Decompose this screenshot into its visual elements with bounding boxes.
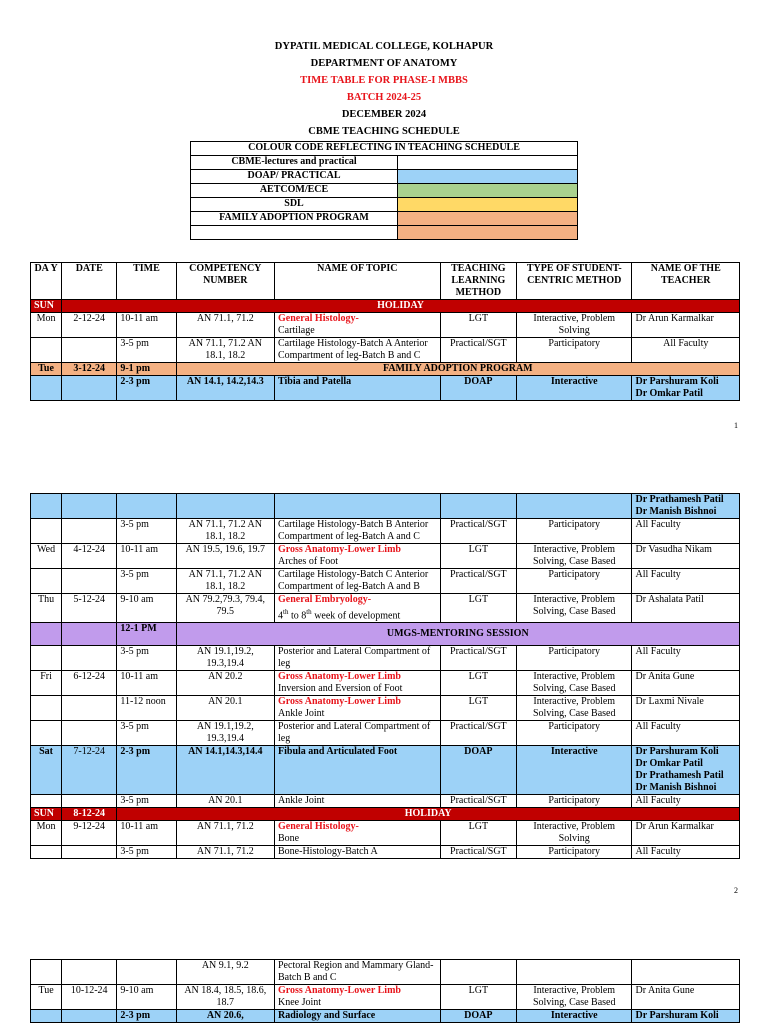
col-tlm: TEACHING LEARNING METHOD [440,263,516,300]
date-cell [62,494,117,519]
time-cell: 10-11 am [117,821,176,846]
topic-heading: General Embryology- [278,594,372,605]
day-cell [31,623,62,646]
day-cell: Sat [31,746,62,795]
day-cell [31,1010,62,1023]
topic-cell: Tibia and Patella [275,376,441,401]
topic-cell: Cartilage Histology-Batch B Anterior Compartment of leg-Batch A and C [275,519,441,544]
time-cell: 3-5 pm [117,646,176,671]
tlm-cell: DOAP [440,1010,516,1023]
topic-cell: Radiology and Surface [275,1010,441,1023]
table-row [31,721,740,746]
date-cell: 8-12-24 [62,808,117,821]
scm-cell: Participatory [517,721,632,746]
teacher-name: Dr Manish Bishnoi [635,782,717,794]
topic-text: Inversion and Eversion of Foot [278,683,403,695]
topic-cell [275,313,441,338]
teacher-cell: Dr Arun Karmalkar [632,313,740,338]
legend-swatch [398,156,578,170]
date-cell [62,795,117,808]
table-row [31,846,740,859]
date-cell [62,846,117,859]
teacher-name: Dr Prathamesh Patil [635,494,724,505]
competency-cell: AN 71.1, 71.2 [176,313,274,338]
teacher-name: Dr Manish Bishnoi [635,506,717,517]
topic-cell: Posterior and Lateral Compartment of leg [275,646,441,671]
date-cell: 7-12-24 [62,746,117,795]
schedule-label: CBME TEACHING SCHEDULE [308,126,460,137]
competency-cell: AN 14.1,14.3,14.4 [176,746,274,795]
time-cell: 3-5 pm [117,795,176,808]
college-name: DYPATIL MEDICAL COLLEGE, KOLHAPUR [274,41,494,52]
day-cell [31,960,62,985]
doap-row [31,1010,740,1023]
topic-heading: General Histology- [278,313,359,324]
date-cell: 9-12-24 [62,821,117,846]
scm-cell: Interactive, Problem Solving, Case Based [517,594,632,623]
tlm-cell: DOAP [440,746,516,795]
table-header-row [31,263,740,300]
day-cell: Thu [31,594,62,623]
topic-heading: Gross Anatomy-Lower Limb [278,544,401,555]
topic-cell [275,494,441,519]
tlm-cell: Practical/SGT [440,846,516,859]
table-row [31,696,740,721]
tlm-cell: LGT [440,821,516,846]
competency-cell: AN 19.1,19.2, 19.3,19.4 [176,646,274,671]
table-row [31,519,740,544]
topic-cell: Cartilage Histology-Batch C Anterior Compartment of leg-Batch A and B [275,569,441,594]
col-topic: NAME OF TOPIC [275,263,441,300]
time-cell: 3-5 pm [117,569,176,594]
tlm-cell: Practical/SGT [440,646,516,671]
topic-text: 4th to 8th week of development [278,608,401,622]
date-cell [62,960,117,985]
schedule-table-page-2 [30,493,740,859]
topic-text: Knee Joint [278,997,322,1008]
tlm-cell: LGT [440,696,516,721]
day-cell [31,376,62,401]
topic-text: Cartilage [278,325,315,336]
topic-cell: Fibula and Articulated Foot [275,746,441,795]
time-cell: 2-3 pm [117,746,176,795]
scm-cell: Participatory [517,569,632,594]
topic-heading: Gross Anatomy-Lower Limb [278,985,401,996]
tlm-cell: LGT [440,544,516,569]
col-teacher: NAME OF THE TEACHER [632,263,740,300]
family-adoption-row [31,363,740,376]
day-cell [31,721,62,746]
table-row [31,646,740,671]
day-cell [31,846,62,859]
teacher-name: Dr Parshuram Koli [635,746,719,758]
legend-label: AETCOM/ECE [191,184,398,198]
topic-text: Bone [278,833,300,845]
legend-label: DOAP/ PRACTICAL [191,170,398,184]
scm-cell: Participatory [517,646,632,671]
legend-swatch [398,226,578,240]
scm-cell: Participatory [517,519,632,544]
time-cell: 3-5 pm [117,721,176,746]
tlm-cell: Practical/SGT [440,721,516,746]
date-cell [62,519,117,544]
teacher-cell: Dr Arun Karmalkar [632,821,740,846]
time-cell: 9-1 pm [117,363,176,376]
time-cell: 3-5 pm [117,519,176,544]
teacher-cell: Dr Laxmi Nivale [632,696,740,721]
scm-cell: Interactive, Problem Solving [517,313,632,338]
competency-cell: AN 71.1, 71.2 [176,821,274,846]
topic-cell [275,671,441,696]
table-row [31,795,740,808]
event-label: FAMILY ADOPTION PROGRAM [176,363,739,376]
topic-text: Arches of Foot [278,556,338,567]
topic-heading: General Histology- [278,821,359,833]
teacher-cell: All Faculty [632,519,740,544]
topic-cell [275,594,441,623]
batch-label: BATCH 2024-25 [346,92,422,103]
table-row [31,671,740,696]
teacher-name: Dr Omkar Patil [635,388,703,399]
legend-swatch [398,170,578,184]
teacher-cell: Dr Parshuram Koli [632,1010,740,1023]
teacher-cell: Dr Anita Gune [632,671,740,696]
time-cell: 10-11 am [117,313,176,338]
competency-cell: AN 20.1 [176,696,274,721]
tlm-cell [440,960,516,985]
scm-cell: Interactive, Problem Solving, Case Based [517,544,632,569]
date-cell [62,696,117,721]
scm-cell [517,960,632,985]
topic-heading: Gross Anatomy-Lower Limb [278,671,401,683]
department-name: DEPARTMENT OF ANATOMY [310,58,458,69]
time-cell: 10-11 am [117,671,176,696]
competency-cell: AN 20.6, [176,1010,274,1023]
competency-cell: AN 18.4, 18.5, 18.6, 18.7 [176,985,274,1010]
scm-cell: Participatory [517,795,632,808]
table-row [31,594,740,623]
page-number: 1 [734,421,738,430]
date-cell: 4-12-24 [62,544,117,569]
topic-cell [275,985,441,1010]
day-cell: Tue [31,985,62,1010]
date-cell: 3-12-24 [62,363,117,376]
table-row [31,544,740,569]
tlm-cell: DOAP [440,376,516,401]
day-cell: Mon [31,821,62,846]
date-cell [62,569,117,594]
day-cell [31,519,62,544]
mentoring-row [31,623,740,646]
teacher-cell [632,960,740,985]
day-cell: Wed [31,544,62,569]
time-cell: 3-5 pm [117,338,176,363]
legend-label: FAMILY ADOPTION PROGRAM [191,212,398,226]
col-time: TIME [117,263,176,300]
scm-cell [517,494,632,519]
teacher-cell: All Faculty [632,338,740,363]
topic-cell [275,821,441,846]
topic-cell [275,696,441,721]
table-row [31,985,740,1010]
teacher-cell: All Faculty [632,795,740,808]
competency-cell: AN 19.5, 19.6, 19.7 [176,544,274,569]
day-cell: SUN [31,808,62,821]
topic-cell [275,544,441,569]
scm-cell: Interactive [517,1010,632,1023]
time-cell: 3-5 pm [117,846,176,859]
day-cell [31,494,62,519]
legend-swatch [398,212,578,226]
teacher-name: Dr Prathamesh Patil [635,770,724,782]
day-cell [31,696,62,721]
teacher-cell: All Faculty [632,569,740,594]
doap-row [31,376,740,401]
holiday-row [31,808,740,821]
time-cell: 12-1 PM [117,623,176,646]
teacher-name: Dr Parshuram Koli [635,376,719,387]
legend-swatch [398,184,578,198]
day-cell [31,569,62,594]
scm-cell: Interactive [517,376,632,401]
competency-cell: AN 79.2,79.3, 79.4, 79.5 [176,594,274,623]
topic-text: Ankle Joint [278,708,325,720]
tlm-cell: LGT [440,985,516,1010]
tlm-cell: Practical/SGT [440,338,516,363]
scm-cell: Participatory [517,846,632,859]
month-label: DECEMBER 2024 [341,109,427,120]
teacher-cell: Dr Ashalata Patil [632,594,740,623]
competency-cell: AN 71.1, 71.2 AN 18.1, 18.2 [176,519,274,544]
topic-cell: Posterior and Lateral Compartment of leg [275,721,441,746]
competency-cell: AN 71.1, 71.2 AN 18.1, 18.2 [176,569,274,594]
date-cell: 6-12-24 [62,671,117,696]
date-cell [62,646,117,671]
teacher-cell: Dr Anita Gune [632,985,740,1010]
legend-label: SDL [191,198,398,212]
competency-cell: AN 71.1, 71.2 [176,846,274,859]
col-scm: TYPE OF STUDENT-CENTRIC METHOD [517,263,632,300]
date-cell [62,338,117,363]
time-cell [117,494,176,519]
col-day: DA Y [31,263,62,300]
teacher-cell [632,494,740,519]
time-cell: 2-3 pm [117,1010,176,1023]
date-cell: 5-12-24 [62,594,117,623]
col-date: DATE [62,263,117,300]
time-cell: 2-3 pm [117,376,176,401]
tlm-cell: LGT [440,671,516,696]
table-row [31,821,740,846]
page-number: 2 [734,886,738,895]
holiday-label: HOLIDAY [62,300,740,313]
time-cell: 9-10 am [117,594,176,623]
day-cell: Mon [31,313,62,338]
day-cell: SUN [31,300,62,313]
date-cell: 10-12-24 [62,985,117,1010]
event-label: UMGS-MENTORING SESSION [176,623,739,646]
competency-cell: AN 71.1, 71.2 AN 18.1, 18.2 [176,338,274,363]
timetable-title: TIME TABLE FOR PHASE-I MBBS [300,75,468,86]
teacher-cell: All Faculty [632,646,740,671]
legend-label: CBME-lectures and practical [191,156,398,170]
time-cell: 11-12 noon [117,696,176,721]
schedule-table-page-3 [30,959,740,1023]
scm-cell: Participatory [517,338,632,363]
schedule-table-page-1 [30,262,740,401]
teacher-cell: All Faculty [632,846,740,859]
holiday-label: HOLIDAY [117,808,740,821]
competency-cell: AN 14.1, 14.2,14.3 [176,376,274,401]
scm-cell: Interactive [517,746,632,795]
tlm-cell: Practical/SGT [440,519,516,544]
legend-swatch [398,198,578,212]
tlm-cell [440,494,516,519]
tlm-cell: Practical/SGT [440,795,516,808]
date-cell [62,376,117,401]
competency-cell: AN 19.1,19.2, 19.3,19.4 [176,721,274,746]
table-row [31,960,740,985]
scm-cell: Interactive, Problem Solving, Case Based [517,671,632,696]
topic-heading: Gross Anatomy-Lower Limb [278,696,401,708]
topic-cell: Ankle Joint [275,795,441,808]
colour-legend [190,141,578,240]
teacher-cell [632,746,740,795]
teacher-cell [632,376,740,401]
tlm-cell: LGT [440,313,516,338]
day-cell: Tue [31,363,62,376]
day-cell: Fri [31,671,62,696]
time-cell: 10-11 am [117,544,176,569]
doap-row [31,746,740,795]
time-cell: 9-10 am [117,985,176,1010]
topic-cell: Pectoral Region and Mammary Gland-Batch B and C [275,960,441,985]
date-cell [62,721,117,746]
scm-cell: Interactive, Problem Solving, Case Based [517,985,632,1010]
table-row [31,569,740,594]
doap-row-continued [31,494,740,519]
table-row [31,338,740,363]
competency-cell: AN 9.1, 9.2 [176,960,274,985]
date-cell [62,623,117,646]
col-competency: COMPETENCY NUMBER [176,263,274,300]
competency-cell: AN 20.1 [176,795,274,808]
tlm-cell: Practical/SGT [440,569,516,594]
teacher-cell: All Faculty [632,721,740,746]
holiday-row [31,300,740,313]
competency-cell: AN 20.2 [176,671,274,696]
legend-title: COLOUR CODE REFLECTING IN TEACHING SCHEDULE [191,142,578,156]
day-cell [31,338,62,363]
day-cell [31,795,62,808]
competency-cell [176,494,274,519]
time-cell [117,960,176,985]
tlm-cell: LGT [440,594,516,623]
teacher-name: Dr Omkar Patil [635,758,703,770]
teacher-cell: Dr Vasudha Nikam [632,544,740,569]
date-cell [62,1010,117,1023]
topic-cell: Cartilage Histology-Batch A Anterior Compartment of leg-Batch B and C [275,338,441,363]
day-cell [31,646,62,671]
topic-cell: Bone-Histology-Batch A [275,846,441,859]
table-row [31,313,740,338]
scm-cell: Interactive, Problem Solving, Case Based [517,696,632,721]
date-cell: 2-12-24 [62,313,117,338]
scm-cell: Interactive, Problem Solving [517,821,632,846]
legend-label [191,226,398,240]
